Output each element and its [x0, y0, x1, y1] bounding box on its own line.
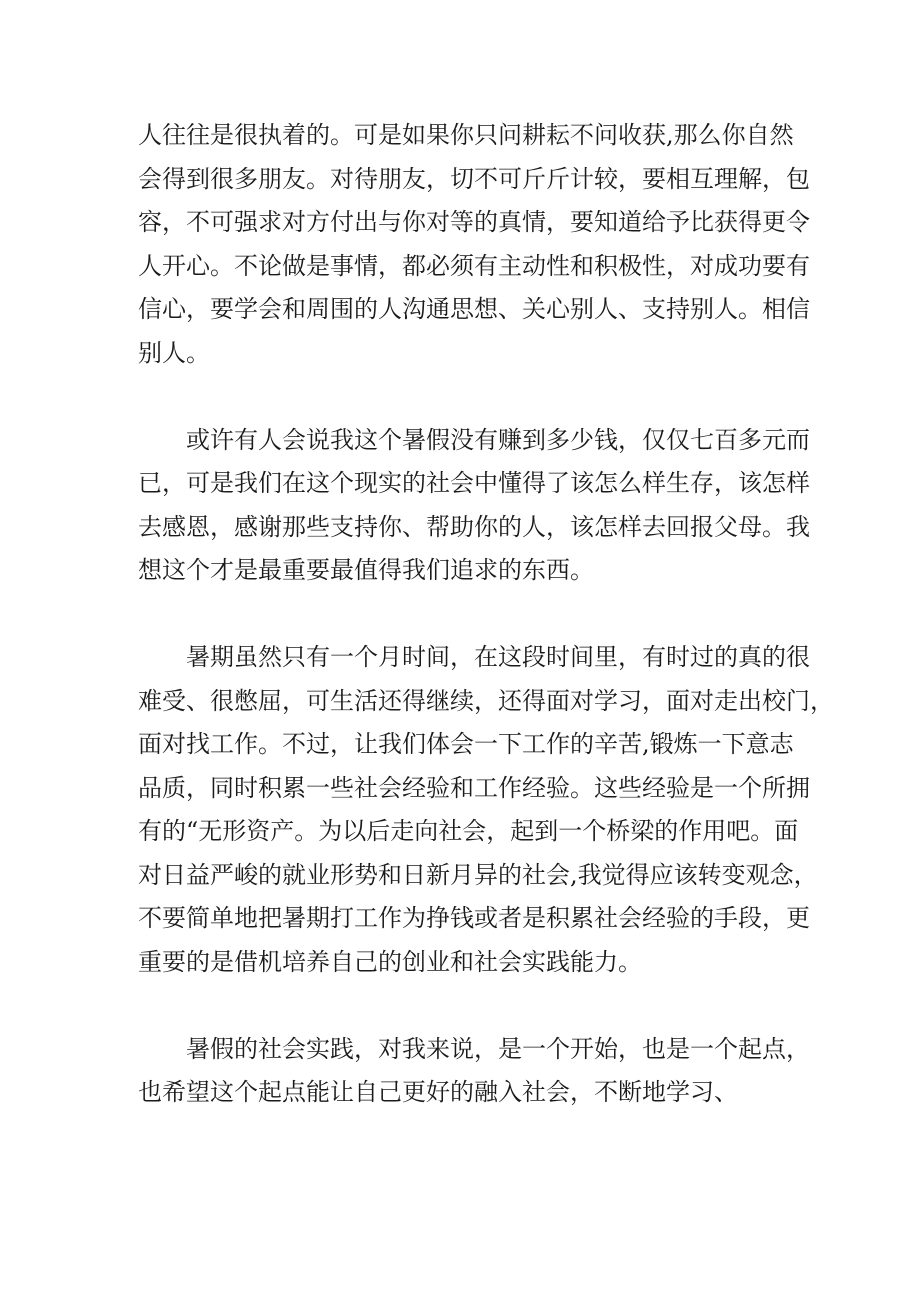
text-line: 暑假的社会实践，对我来说，是一个开始，也是一个起点，	[186, 1034, 810, 1063]
text-line: 别人。	[138, 338, 210, 367]
text-line: 有的“无形资产。为以后走向社会，起到一个桥梁的作用吧。面	[138, 817, 799, 845]
text-line: 品质，同时积累一些社会经验和工作经验。这些经验是一个所拥	[138, 773, 810, 802]
text-line: 信心，要学会和周围的人沟通思想、关心别人、支持别人。相信	[138, 295, 810, 323]
text-line: 人往往是很执着的。可是如果你只问耕耘不问收获,那么你自然	[138, 121, 794, 149]
document-body	[138, 114, 834, 1115]
text-line: 难受、很憋屈，可生活还得继续，还得面对学习，面对走出校门，	[138, 686, 834, 715]
text-line: 重要的是借机培养自己的创业和社会实践能力。	[138, 947, 642, 976]
text-line: 也希望这个起点能让自己更好的融入社会，不断地学习、	[138, 1078, 738, 1106]
text-line: 暑期虽然只有一个月时间，在这段时间里，有时过的真的很	[186, 643, 810, 671]
text-line: 面对找工作。不过，让我们体会一下工作的辛苦,锻炼一下意志	[138, 730, 794, 758]
paragraph-gap	[138, 593, 786, 637]
paragraph-1	[138, 114, 810, 375]
text-line: 人开心。不论做是事情，都必须有主动性和积极性，对成功要有	[138, 251, 810, 280]
paragraph-gap	[138, 984, 786, 1028]
paragraph-3	[138, 636, 834, 984]
text-line: 不要简单地把暑期打工作为挣钱或者是积累社会经验的手段，更	[138, 904, 810, 932]
paragraph-gap	[138, 375, 786, 419]
text-line: 对日益严峻的就业形势和日新月异的社会,我觉得应该转变观念，	[138, 860, 818, 889]
paragraph-2	[138, 419, 810, 593]
text-line: 去感恩，感谢那些支持你、帮助你的人，该怎样去回报父母。我	[138, 512, 810, 541]
text-line: 想这个才是最重要最值得我们追求的东西。	[138, 556, 594, 584]
text-line: 已，可是我们在这个现实的社会中懂得了该怎么样生存，该怎样	[138, 469, 810, 497]
paragraph-4	[138, 1028, 810, 1115]
text-line: 或许有人会说我这个暑假没有赚到多少钱，仅仅七百多元而	[186, 425, 810, 454]
text-line: 容，不可强求对方付出与你对等的真情，要知道给予比获得更令	[138, 208, 810, 236]
text-line: 会得到很多朋友。对待朋友，切不可斤斤计较，要相互理解，包	[138, 164, 810, 193]
